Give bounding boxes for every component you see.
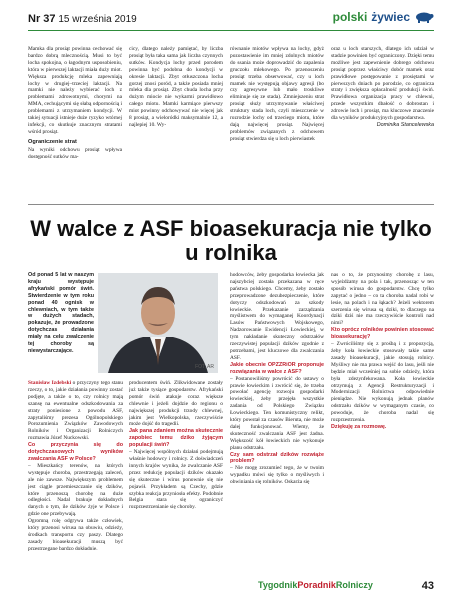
top-col1-text: Mamka dla prosiąt powinna cechować się bardzo dobrą mlecznością. Musi to być locha spokojna, o łagodnym usposobieniu, która w pierwszej laktacji miała duży miot. Większa produkcję mleka zapewniają lochy w drugiej–trzeciej laktacji. Na mamki nie należy wybierać loch z problemami zdrowotnymi, chorymi na MMA, cechującymi się słabą odpornością i problemami z utrzymaniem kondycji. W takiej sytuacji istnieje duże ryzyko wtórnej infekcji, co skutkuje znacznym stratami wśród prosiąt. bbox=[28, 46, 122, 135]
body-column-3 bbox=[230, 272, 324, 574]
top-col1-text-b: Na wyniki odchowu prosiąt wpływa dostępność sutków ma- bbox=[28, 146, 122, 160]
answer-3: – Postanowiliśmy powrócić do ustawy o prawie łowieckim i zwrócić się, że trzeba powołać agencję rozwoju gospodarki łowieckiej, żeby przejęła wszystkie zadania od Polskiego Związku Łowieckiego. Ten komunistyczny relikt, który powstał za czasów Bieruta, nie może dalej funkcjonować. Wiemy, że skuteczność zwalczania ASF jest żadna. Większość kół łowieckich nie wykonuje planu odstrzału. bbox=[230, 375, 324, 451]
question-5: Kto oprócz rolników powinien stosować bioasekurację? bbox=[331, 327, 434, 341]
person-illustration bbox=[98, 273, 218, 373]
issue-info bbox=[28, 13, 137, 25]
top-column-1 bbox=[28, 46, 122, 202]
top-column-4 bbox=[331, 46, 434, 202]
lead-column bbox=[28, 272, 94, 378]
answer-5: – Zwróciliśmy się z prośbą i z propozycją, żeby koła łowieckie stosowały takie same zasady bioasekuracji, jakie stosują rolnicy. Myśliwy nie ma prawa wejść do lasu, jeśli nie będzie miał wcześniej na sobie odzieży, która była zdezynfekowana. Koła łowieckie otrzymują z Agencji Restrukturyzacji i Modernizacji Rolnictwa odpowiednie pieniądze. Nie wykonują jednak planów odstrzału dzików w wymaganym czasie, co powoduje, że choroba nadal się rozprzestrzenia. bbox=[331, 341, 434, 424]
question-3: Jakie obecnie OPZZRiOR proponuje rozwiązania w walce z ASF? bbox=[230, 361, 324, 375]
col3-text: hodowców, żeby gospodarka łowiecka jak najszybciej została przekazana w ręce państwa polskiego. Chcemy, żeby zostało przeprowadzone dezubezpieczenie, które dotyczy odszkodowań za szkody łowieckie. Przekazanie zarządzania myślistwem do wymaganej Koordynacji Lasów Państwowych Wojskowego, Nadzorowanie Ewidencji Łowieckiej, w tym nakładanie skuteczny odstrzałów rzeczywistej populacji dzików zgodnie z potrzebami, jest kluczowe dla zwalczania ASF. bbox=[230, 272, 324, 361]
answer-2: – Najwięcej wspólnych działań podejmują właśnie hodowcy i rolnicy. Z doświadczeń innych krajów wynika, że zwalczanie ASF przez redukcję populacji dzików okazało się skuteczne i wirus ponownie się nie pojawił. Przykładem są Czechy, gdzie szybka reakcja przyniosła efekty. Podobnie Belgia stara się ograniczyć rozprzestrzenianie się choroby. bbox=[129, 449, 223, 511]
col2-text: producentem świń. Zlikwidowane zostały już także tysiące gospodarstw. Afrykański pomór świń atakuje coraz większe chlewnie i jeżeli dojdzie do regionu o największej produkcji trzody chlewnej, jakim jest Wielkopolska, rzeczywiście może dojść do tragedii. bbox=[129, 380, 223, 428]
page-number: 43 bbox=[421, 580, 434, 592]
body-column-4 bbox=[331, 272, 434, 574]
author-signature: Dominika Stancelewska bbox=[376, 121, 434, 128]
photo-caption: FOT. AR bbox=[195, 364, 214, 370]
pig-icon bbox=[414, 11, 434, 23]
brand-logo bbox=[333, 10, 434, 24]
page-header bbox=[0, 0, 454, 40]
col4-text: nas o to, że przynosimy chorobę z lasu, wyjeżdżamy na pola i tak, przenosząc w ten sposób wirusa do gospodarstw. Chcę tylko zapytać o jedno – co ta choroba nadal robi w lesie, na polach i na łąkach? Jeżeli wektorem szerzenia się wirusa są dziki, to dlaczego na dziki dziś nie ma rzeczywiście kontroli nad nimi? bbox=[331, 272, 434, 327]
footer-logo bbox=[258, 580, 373, 590]
issue-date: 15 września 2019 bbox=[58, 14, 137, 25]
header-rule bbox=[28, 30, 434, 31]
brand-word-polski: polski bbox=[332, 10, 368, 24]
article-closing: Dziękuję za rozmowę. bbox=[331, 423, 387, 430]
answer-1b: Ogromną rolę odgrywa także człowiek, który przenosi wirusa na obuwiu, odzieży, środkach transportu czy paszy. Dlatego zasady bioasekuracji muszą być przestrzegane bardzo dokładnie. bbox=[28, 518, 123, 552]
answer-1: – Mieszkańcy terenów, na których występuje choroba, przestrzegają zaleceń, ale nie zawsze. Największym problemem jest ciągle przemieszczanie się dzików, które przenoszą chorobę na duże odległości. Nadal brakuje dokładnych danych o tym, ile dzików żyje w Polsce i gdzie one przebywają. bbox=[28, 462, 123, 518]
lead-2-text: o przyczyny tego stanu rzeczy, o to, jakie działania powinny zostać podjęte, a także o to, czy rolnicy mają szansę na ewentualne odszkodowania za straty poniesione z powodu ASF, zapytaliśmy prezesa Ogólnopolskiego Porozumienia Związków Zawodowych Rolników i Organizacji Rolniczych rozmawia Józef Nuckowski. bbox=[28, 380, 123, 442]
portrait-photo bbox=[98, 273, 218, 373]
article-lead: Od ponad 5 lat w naszym kraju występuje afrykański pomór świń. Stwierdzenie w tym roku ponad 40 ognisk w chlewniach, w tym także w dużych stadach, pokazuje, że prowadzone dotychczas działania miały na celu zwalczenie tej choroby są niewystarczające. bbox=[28, 272, 94, 354]
top-column-2 bbox=[129, 46, 223, 202]
question-4: Czy sam odstrzał dzików rozwiąże problem? bbox=[230, 451, 324, 465]
page-footer bbox=[28, 580, 434, 592]
top-col2-text: cicy, dlatego należy pamiętać, by liczba prosiąt była taka sama jak liczba czynnych sutków. Kondycja lochy przed porodem powinna być podobna do kondycji w okresie laktacji. Zbyt otłuszczona locha gorzej znosi poród, a także posiada mniej mleka dla prosiąt. Zbyt chuda locha przy dużym miocie nie wykarmi prawidłowo całego miotu. Mamki karmiące pierwszy miot powinny odchowywać nie więcej jak 8 prosiąt, a wieloródki maksymalnie 12, a najlepiej 10. Wy- bbox=[129, 46, 223, 128]
question-2: Jak pana zdaniem można skutecznie zapobiec temu dziko żyjącym populacji świń? bbox=[129, 428, 223, 449]
answer-4: – Nie mogę zrozumieć tego, że w twoim wypadku mówi się tylko o myśliwych i obwiniania się rolników. Oskarża się bbox=[230, 465, 324, 486]
article-headline: W walce z ASF bioasekuracja nie tylko u rolnika bbox=[30, 216, 432, 265]
brand-word-zywiec: żywiec bbox=[371, 10, 410, 24]
footer-logo-a: Tygodnik bbox=[258, 580, 298, 590]
body-column-2 bbox=[129, 380, 223, 574]
section-divider bbox=[28, 204, 434, 205]
issue-number: Nr 37 bbox=[28, 13, 56, 25]
top-col4-text: oraz u loch starszych, dlatego ich udział w stadzie powinien być ograniczony. Dzięki temu możliwe jest zapewnienie dobrego odchowu prosiąt poprzez właściwy dobór mamek oraz prawidłowe postępowanie z prosiętami w pierwszych dniach po porodzie, co ogranicza straty i zwiększa opłacalność produkcji świń. Prawidłowa organizacja pracy w chlewni, przede wszystkim dbałość o dobrostan i zdrowie loch i prosiąt, ma kluczowe znaczenie dla wyników produkcyjnych gospodarstwa. bbox=[331, 46, 434, 122]
footer-logo-b: Poradnik bbox=[297, 580, 336, 590]
article-lead-2 bbox=[28, 380, 123, 442]
top-column-3 bbox=[230, 46, 324, 202]
top-subhead: Ograniczenie strat bbox=[28, 138, 77, 145]
top-col3-text: równanie miotów wpływa na lochy, gdyż pozostawienie im mniej zdolnych miotów do ssania może doprowadzić do zapalenia gruczołu mlekowego. Po przenoszeniu prosiąt trzeba obserwować, czy u loch mamek nie występują objawy agresji (bo czy agresywne lub mało troskliwe eliminuje się ze stada). Zmniejszeniu strat prosiąt służy utrzymywanie właściwej struktury stada loch, czyli mieszczenie w rozrodzie lochy od trzeciego miotu, które dają najwięcej prosiąt. Najwięcej problemów związanych z odchowem prosiąt stwierdza się u loch pierwiastek bbox=[230, 46, 324, 142]
interviewee-name: Stanisław Izdebski bbox=[28, 380, 72, 386]
footer-logo-c: Rolniczy bbox=[335, 580, 373, 590]
body-column-1 bbox=[28, 380, 123, 574]
question-1: Co przyczynia się do dotychczasowych wyników zwalczania ASF w Polsce? bbox=[28, 442, 123, 462]
